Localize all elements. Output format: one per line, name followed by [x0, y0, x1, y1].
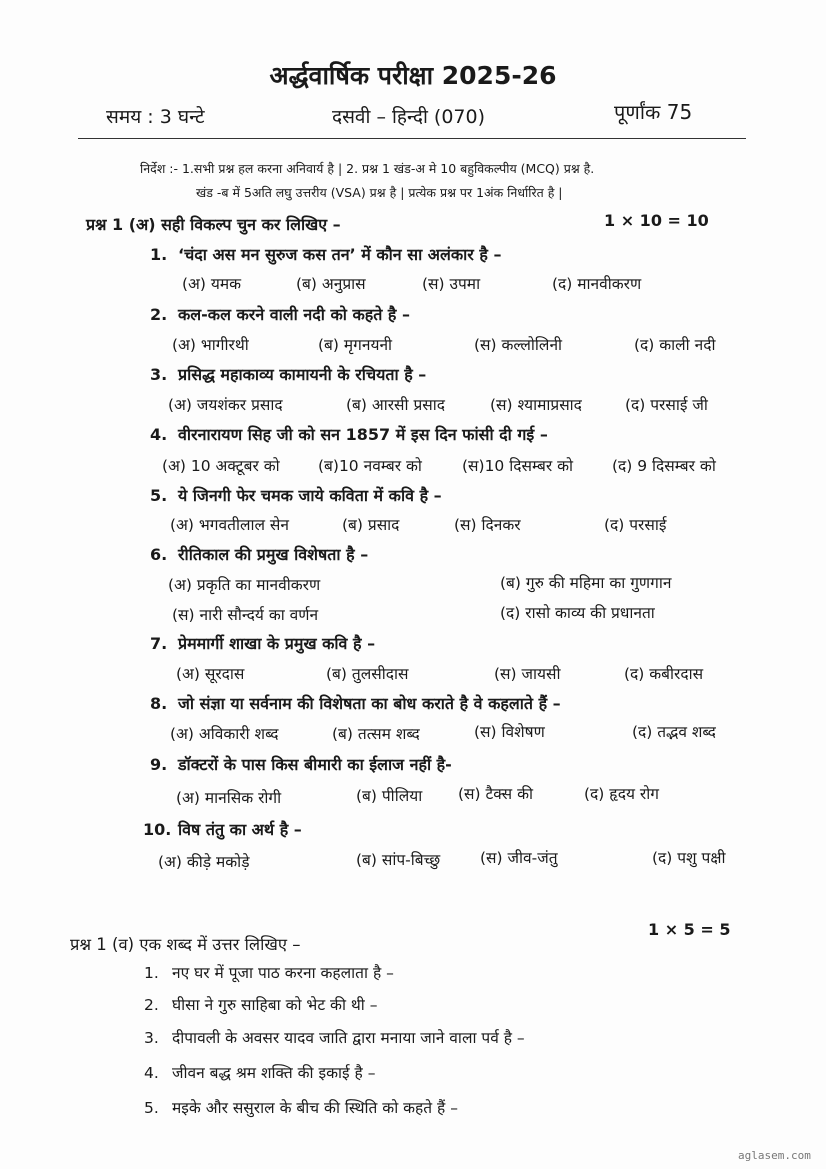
mcq-question-4: 4. वीरनारायण सिह जी को सन 1857 में इस दिन फांसी दी गई – [150, 425, 548, 444]
mcq-1-option-a: (अ) यमक [182, 275, 242, 293]
instruction-line-2: खंड -ब में 5अति लघु उत्तरीय (VSA) प्रश्न है | प्रत्येक प्रश्न पर 1अंक निर्धारित है | [196, 185, 563, 200]
vsa-question-3: 3. दीपावली के अवसर यादव जाति द्वारा मनाया जाने वाला पर्व है – [144, 1029, 525, 1047]
section-b-heading: प्रश्न 1 (व) एक शब्द में उत्तर लिखिए – [70, 935, 301, 954]
mcq-10-option-b: (ब) सांप-बिच्छु [356, 851, 441, 869]
mcq-1-option-d: (द) मानवीकरण [552, 275, 642, 293]
mcq-6-option-d: (द) रासो काव्य की प्रधानता [500, 604, 655, 622]
mcq-question-9: 9. डॉक्टरों के पास किस बीमारी का ईलाज नहीं है- [150, 755, 452, 774]
class-subject: दसवी – हिन्दी (070) [332, 106, 486, 128]
mcq-8-option-b: (ब) तत्सम शब्द [332, 725, 420, 743]
mcq-3-option-a: (अ) जयशंकर प्रसाद [168, 396, 283, 414]
mcq-question-8: 8. जो संज्ञा या सर्वनाम की विशेषता का बोध कराते है वे कहलाते हैं – [150, 694, 561, 713]
mcq-7-option-a: (अ) सूरदास [176, 665, 245, 683]
mcq-question-6: 6. रीतिकाल की प्रमुख विशेषता है – [150, 545, 369, 564]
mcq-2-option-d: (द) काली नदी [634, 336, 716, 354]
mcq-2-option-c: (स) कल्लोलिनी [474, 336, 563, 354]
mcq-1-option-c: (स) उपमा [422, 275, 481, 293]
total-marks: पूर्णांक 75 [614, 100, 693, 124]
mcq-9-option-d: (द) हृदय रोग [584, 785, 660, 803]
mcq-6-option-b: (ब) गुरु की महिमा का गुणगान [500, 574, 672, 592]
mcq-question-3: 3. प्रसिद्ध महाकाव्य कामायनी के रचियता है – [150, 365, 427, 384]
mcq-9-option-c: (स) टैक्स की [458, 785, 533, 803]
exam-title: अर्द्धवार्षिक परीक्षा 2025-26 [269, 61, 557, 90]
mcq-8-option-a: (अ) अविकारी शब्द [170, 725, 279, 743]
mcq-7-option-b: (ब) तुलसीदास [326, 665, 409, 683]
watermark: aglasem.com [738, 1149, 811, 1162]
vsa-question-2: 2. घीसा ने गुरु साहिबा को भेट की थी – [144, 996, 378, 1014]
mcq-4-option-c: (स)10 दिसम्बर को [462, 457, 574, 475]
mcq-2-option-a: (अ) भागीरथी [172, 336, 249, 354]
mcq-5-option-c: (स) दिनकर [454, 516, 521, 534]
mcq-3-option-b: (ब) आरसी प्रसाद [346, 396, 446, 414]
mcq-10-option-c: (स) जीव-जंतु [480, 849, 558, 867]
vsa-question-4: 4. जीवन बद्ध श्रम शक्ति की इकाई है – [144, 1064, 376, 1082]
mcq-10-option-d: (द) पशु पक्षी [652, 849, 726, 867]
vsa-question-5: 5. मइके और ससुराल के बीच की स्थिति को कहते हैं – [144, 1099, 458, 1117]
mcq-question-2: 2. कल-कल करने वाली नदी को कहते है – [150, 305, 411, 324]
mcq-9-option-a: (अ) मानसिक रोगी [176, 789, 282, 807]
mcq-6-option-a: (अ) प्रकृति का मानवीकरण [168, 576, 321, 594]
mcq-7-option-d: (द) कबीरदास [624, 665, 704, 683]
mcq-1-option-b: (ब) अनुप्रास [296, 275, 366, 293]
mcq-5-option-a: (अ) भगवतीलाल सेन [170, 516, 289, 534]
mcq-3-option-c: (स) श्यामाप्रसाद [490, 396, 582, 414]
mcq-question-10: 10. विष तंतु का अर्थ है – [143, 820, 302, 839]
mcq-question-5: 5. ये जिनगी फेर चमक जाये कविता में कवि है – [150, 486, 442, 505]
mcq-6-option-c: (स) नारी सौन्दर्य का वर्णन [172, 606, 319, 624]
mcq-8-option-c: (स) विशेषण [474, 723, 545, 741]
mcq-3-option-d: (द) परसाई जी [625, 396, 708, 414]
mcq-question-1: 1. ‘चंदा अस मन सुरुज कस तन’ में कौन सा अलंकार है – [150, 245, 502, 264]
mcq-question-7: 7. प्रेममार्गी शाखा के प्रमुख कवि है – [150, 634, 376, 653]
mcq-7-option-c: (स) जायसी [494, 665, 561, 683]
mcq-5-option-b: (ब) प्रसाद [342, 516, 400, 534]
mcq-2-option-b: (ब) मृगनयनी [318, 336, 393, 354]
mcq-9-option-b: (ब) पीलिया [356, 787, 423, 805]
section-a-heading: प्रश्न 1 (अ) सही विकल्प चुन कर लिखिए – [86, 215, 341, 234]
mcq-5-option-d: (द) परसाई [604, 516, 667, 534]
vsa-question-1: 1. नए घर में पूजा पाठ करना कहलाता है – [144, 964, 394, 982]
mcq-4-option-a: (अ) 10 अक्टूबर को [162, 457, 280, 475]
exam-time: समय : 3 घन्टे [106, 106, 205, 128]
mcq-4-option-d: (द) 9 दिसम्बर को [612, 457, 716, 475]
section-b-marks: 1 × 5 = 5 [648, 920, 731, 939]
header-divider [78, 138, 746, 139]
section-a-marks: 1 × 10 = 10 [604, 211, 709, 230]
mcq-4-option-b: (ब)10 नवम्बर को [318, 457, 422, 475]
instruction-line-1: निर्देश :- 1.सभी प्रश्न हल करना अनिवार्य है | 2. प्रश्न 1 खंड-अ मे 10 बहुविकल्पीय (MCQ) प्रश्न है. [140, 161, 595, 176]
mcq-10-option-a: (अ) कीड़े मकोड़े [158, 853, 250, 871]
mcq-8-option-d: (द) तद्भव शब्द [632, 723, 716, 741]
